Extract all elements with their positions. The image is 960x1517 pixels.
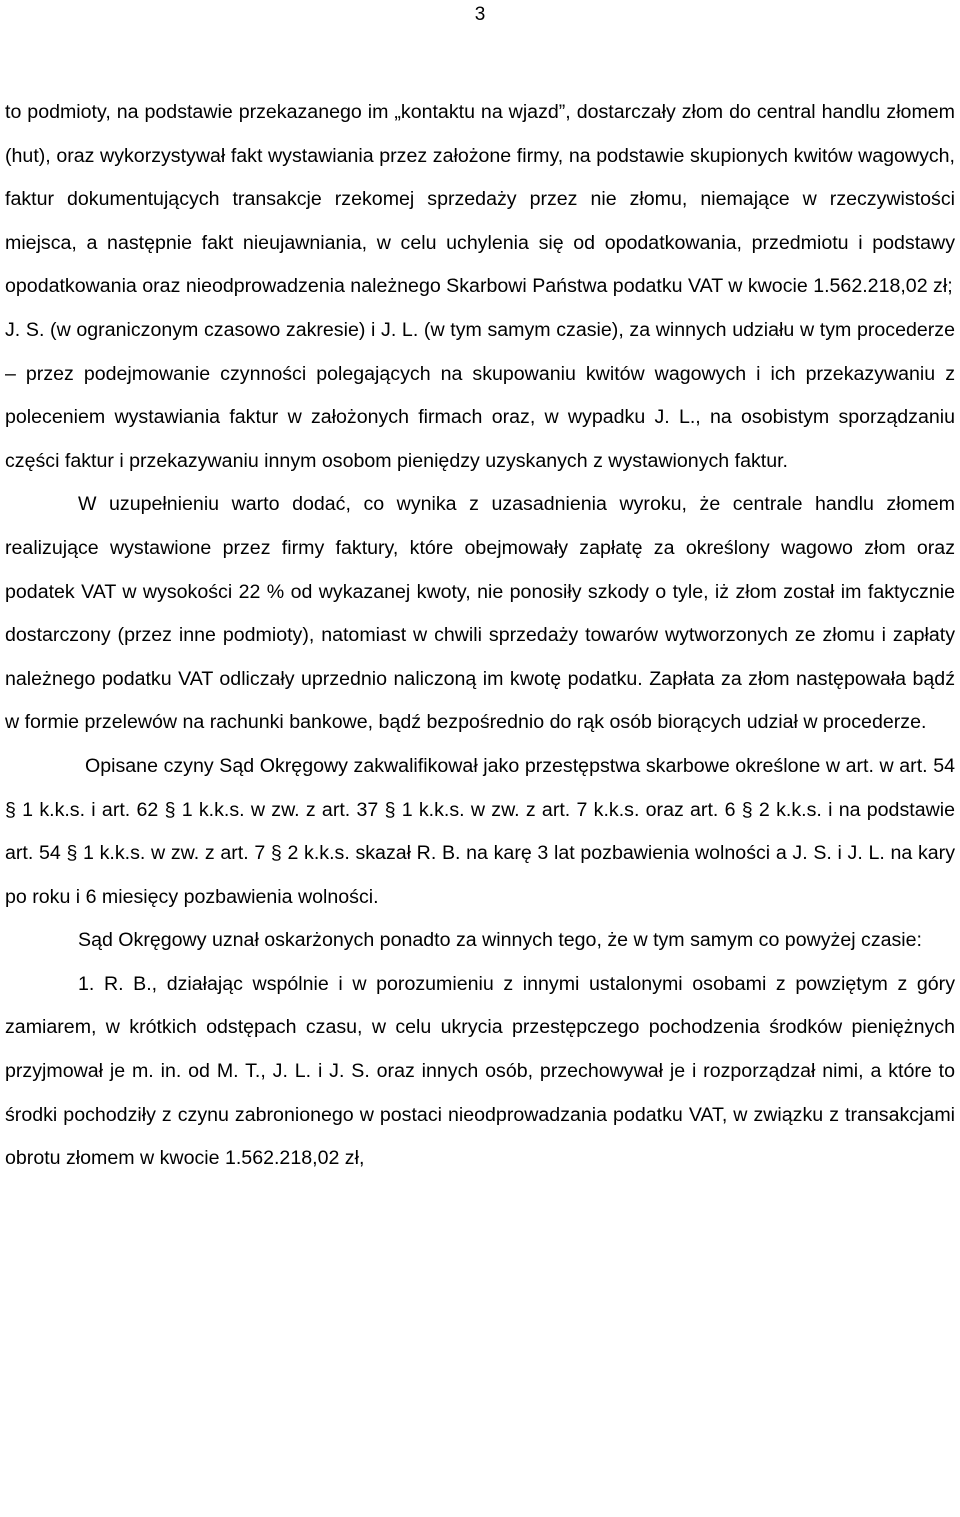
paragraph-js-jl: J. S. (w ograniczonym czasowo zakresie) i J. L. (w tym samym czasie), za winnych udziału w tym procederze – przez podejmowanie czynności polegających na skupowaniu kwitów wagowych i ich przekazywaniu z poleceniem wystawiania faktur w założonych firmach oraz, w wypadku J. L., na osobistym sporządzaniu części faktur i przekazywaniu innym osobom pieniędzy uzyskanych z wystawionych faktur.	[5, 318, 955, 472]
paragraph-qualification: Opisane czyny Sąd Okręgowy zakwalifikował jako przestępstwa skarbowe określone w art. w art. 54 § 1 k.k.s. i art. 62 § 1 k.k.s. w zw. z art. 37 § 1 k.k.s. w zw. z art. 7 k.k.s. oraz art. 6 § 2 k.k.s. i na podstawie art. 54 § 1 k.k.s. w zw. z art. 7 § 2 k.k.s. skazał R. B. na karę 3 lat pozbawienia wolności a J. S. i J. L. na kary po roku i 6 miesięcy pozbawienia wolności.	[5, 754, 955, 908]
paragraph-continuation: to podmioty, na podstawie przekazanego im „kontaktu na wjazd”, dostarczały złom do central handlu złomem (hut), oraz wykorzystywał fakt wystawiania przez założone firmy, na podstawie skupionych kwitów wagowych, faktur dokumentujących transakcje rzekomej sprzedaży przez nie złomu, niemające w rzeczywistości miejsca, a następnie fakt nieujawniania, w celu uchylenia się od opodatkowania, przedmiotu i podstawy opodatkowania oraz nieodprowadzenia należnego Skarbowi Państwa podatku VAT w kwocie 1.562.218,02 zł;	[5, 101, 955, 298]
paragraph-supplement: W uzupełnieniu warto dodać, co wynika z uzasadnienia wyroku, że centrale handlu złomem realizujące wystawione przez firmy faktury, które obejmowały zapłatę za określony wagowo złom oraz podatek VAT w wysokości 22 % od wykazanej kwoty, nie ponosiły szkody o tyle, iż złom został im faktycznie dostarczony (przez inne podmioty), natomiast w chwili sprzedaży towarów wytworzonych ze złomu i zapłaty należnego podatku VAT odliczały uprzednio naliczoną im kwotę podatku. Zapłata za złom następowała bądź w formie przelewów na rachunki bankowe, bądź bezpośrednio do rąk osób biorących udział w procederze.	[5, 493, 955, 734]
document-body	[5, 91, 955, 1181]
paragraph-point-1: 1. R. B., działając wspólnie i w porozumieniu z innymi ustalonymi osobami z powziętym z góry zamiarem, w krótkich odstępach czasu, w celu ukrycia przestępczego pochodzenia środków pieniężnych przyjmował je m. in. od M. T., J. L. i J. S. oraz innych osób, przechowywał je i rozporządzał nimi, a które to środki pochodziły z czynu zabronionego w postaci nieodprowadzania podatku VAT, w związku z transakcjami obrotu złomem w kwocie 1.562.218,02 zł,	[5, 972, 955, 1170]
page-number: 3	[474, 4, 486, 25]
paragraph-additional-guilt: Sąd Okręgowy uznał oskarżonych ponadto za winnych tego, że w tym samym co powyżej czasie:	[78, 929, 923, 952]
